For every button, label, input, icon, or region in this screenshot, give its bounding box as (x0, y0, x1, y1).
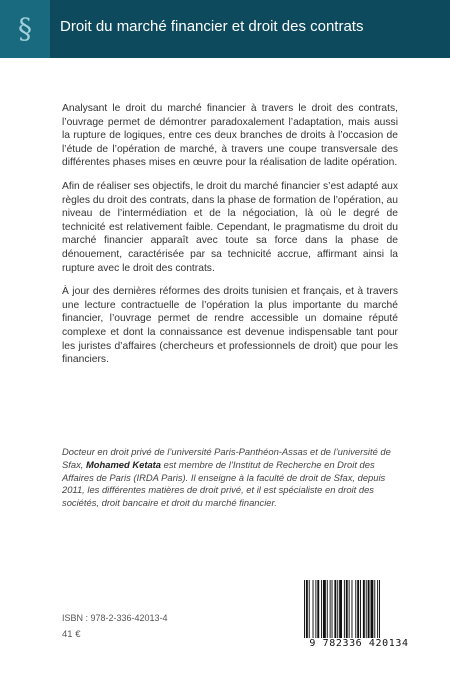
barcode-bar (313, 580, 314, 638)
barcode-bar (332, 580, 333, 638)
barcode-bar (360, 580, 361, 638)
barcode-bar (363, 580, 365, 638)
barcode-bar (368, 580, 370, 638)
header-icon-box (0, 0, 50, 58)
author-bio (62, 446, 398, 510)
barcode-bar (346, 580, 348, 638)
barcode-bar (377, 580, 378, 638)
barcode-bar (379, 580, 380, 644)
barcode-bar (330, 580, 331, 638)
barcode-bar (355, 580, 356, 638)
barcode-bar (306, 580, 308, 644)
summary-text (62, 102, 398, 377)
author-name: Mohamed Ketata (85, 458, 161, 470)
barcode-bar (323, 580, 326, 638)
barcode-bar (327, 580, 328, 638)
barcode-bar (366, 580, 367, 638)
bio-rest: est membre de l’Institut de Recherche en Droit des Affaires de Paris (IRDA Paris). Il enseigne à la faculté de droit de Sfax, depuis 2011, les différentes matières de droit privé, et il est spécialiste en droit des sociétés, droit bancaire et droit du marché financier. (62, 458, 386, 509)
barcode-bar (352, 580, 353, 638)
header-band (0, 0, 450, 58)
barcode-bar (321, 580, 322, 638)
isbn-text: ISBN : 978-2-336-42013-4 (62, 613, 168, 623)
barcode-bar (337, 580, 338, 638)
barcode-bar (344, 580, 345, 644)
barcode-bar (339, 580, 342, 638)
barcode-bar (334, 580, 336, 638)
barcode-bar (317, 580, 319, 638)
series-title: Droit du marché financier et droit des contrats (60, 18, 364, 35)
barcode-bar (349, 580, 350, 638)
barcode-digits: 9 782336 420134 (296, 638, 422, 649)
summary-paragraph-3: À jour des dernières réformes des droits tunisien et français, et à travers une lecture contractuelle de l’opération la plus importante du marché financier, l’ouvrage permet de rendre accessible un domaine réputé complexe et dont la connaissance est devenue indispensable tant pour les juristes d’affaires (chercheurs et professionnels de droit) que pour les financiers. (62, 286, 398, 366)
barcode-bar (309, 580, 310, 638)
bio-intro: Docteur en droit privé de l’université Paris-Panthéon-Assas et de l’université de Sfax, (62, 446, 391, 470)
barcode-bar (374, 580, 375, 638)
price-text: 41 € (62, 629, 81, 640)
section-sign-icon: § (18, 12, 32, 45)
barcode-bar (304, 580, 305, 644)
summary-paragraph-2: Afin de réaliser ses objectifs, le droit du marché financier s’est adapté aux règles du droit des contrats, dans la phase de formation de l’opération, au niveau de l’intermédiation et de la négociation, là où le degré de technicité est relativement faible. Cependant, le pragmatisme du droit du marché financier apparaît avec toute sa force dans la phase de dénouement, caractérisée par sa technicité accrue, affirmant ainsi la rupture avec le droit des contrats. (62, 180, 399, 274)
barcode-bar (357, 580, 359, 638)
barcode-bar (371, 580, 374, 638)
barcode-bar (315, 580, 316, 638)
summary-paragraph-1: Analysant le droit du marché financier à travers le droit des contrats, l’ouvrage permet de démontrer paradoxalement l’adaptation, mais aussi la rupture de logiques, entre ces deux branches de droits à l’occasion de l’étude de l’opération de marché, à travers une coupe transversale des différentes phases mises en œuvre pour la réalisation de ladite opération. (62, 103, 398, 169)
